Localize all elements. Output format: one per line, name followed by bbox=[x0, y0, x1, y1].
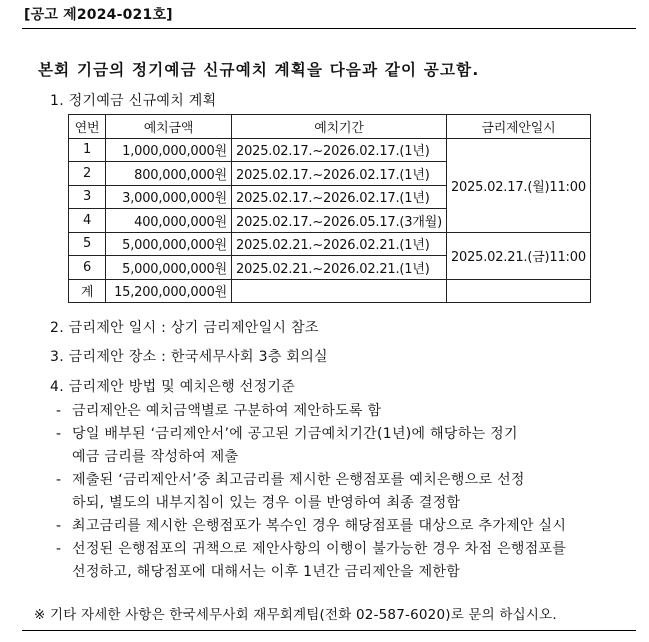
header-amount: 예치금액 bbox=[106, 115, 232, 139]
row-period: 2025.02.17.~2026.02.17.(1년) bbox=[232, 185, 447, 209]
header-proposal-date: 금리제안일시 bbox=[446, 115, 590, 139]
row-serial: 3 bbox=[69, 185, 106, 209]
total-period-empty bbox=[232, 279, 447, 303]
section-2-title: 2. 금리제안 일시 : 상기 금리제안일시 참조 bbox=[50, 320, 319, 336]
table-header-row bbox=[69, 115, 591, 139]
row-serial: 4 bbox=[69, 209, 106, 233]
list-item bbox=[56, 423, 566, 469]
bullet-dash: - bbox=[56, 426, 62, 442]
criteria-line: 하되, 별도의 내부지침이 있는 경우 이를 반영하여 최종 결정함 bbox=[72, 495, 461, 511]
row-period: 2025.02.21.~2026.02.21.(1년) bbox=[232, 232, 447, 256]
row-serial: 5 bbox=[69, 232, 106, 256]
row-period: 2025.02.21.~2026.02.21.(1년) bbox=[232, 256, 447, 280]
header-serial: 연번 bbox=[69, 115, 106, 139]
total-date-empty bbox=[446, 279, 590, 303]
row-amount: 400,000,000원 bbox=[106, 209, 232, 233]
bullet-dash: - bbox=[56, 518, 62, 534]
row-period: 2025.02.17.~2026.02.17.(1년) bbox=[232, 138, 447, 162]
row-period: 2025.02.17.~2026.05.17.(3개월) bbox=[232, 209, 447, 233]
bullet-dash: - bbox=[56, 541, 62, 557]
section-1-title: 1. 정기예금 신규예치 계획 bbox=[50, 93, 217, 109]
row-amount: 5,000,000,000원 bbox=[106, 256, 232, 280]
proposal-date-group-1: 2025.02.17.(월)11:00 bbox=[446, 138, 590, 232]
row-serial: 6 bbox=[69, 256, 106, 280]
list-item bbox=[56, 515, 566, 538]
bullet-dash: - bbox=[56, 472, 62, 488]
total-amount: 15,200,000,000원 bbox=[106, 279, 232, 303]
contact-footnote: ※ 기타 자세한 사항은 한국세무사회 재무회계팀(전화 02-587-6020)로 문의 하십시오. bbox=[34, 607, 557, 623]
selection-criteria-list bbox=[56, 400, 566, 584]
row-amount: 800,000,000원 bbox=[106, 162, 232, 186]
bottom-divider bbox=[22, 630, 636, 631]
table-row bbox=[69, 232, 591, 256]
criteria-line: 제출된 ‘금리제안서’중 최고금리를 제시한 은행점포를 예치은행으로 선정 bbox=[72, 472, 525, 488]
table-total-row bbox=[69, 279, 591, 303]
proposal-date-group-2: 2025.02.21.(금)11:00 bbox=[446, 232, 590, 279]
row-amount: 3,000,000,000원 bbox=[106, 185, 232, 209]
criteria-line: 선정하고, 해당점포에 대해서는 이후 1년간 금리제안을 제한함 bbox=[72, 564, 461, 580]
top-divider bbox=[22, 28, 636, 29]
criteria-line: 선정된 은행점포의 귀책으로 제안사항의 이행이 불가능한 경우 차점 은행점포를 bbox=[72, 541, 567, 557]
criteria-line: 예금 금리를 작성하여 제출 bbox=[72, 449, 239, 465]
bullet-dash: - bbox=[56, 403, 62, 419]
list-item bbox=[56, 469, 566, 515]
table-row bbox=[69, 138, 591, 162]
list-item bbox=[56, 538, 566, 584]
criteria-line: 금리제안은 예치금액별로 구분하여 제안하도록 함 bbox=[72, 403, 382, 419]
row-serial: 1 bbox=[69, 138, 106, 162]
deposit-plan-table bbox=[68, 114, 591, 303]
notice-number: [공고 제2024-021호] bbox=[24, 7, 173, 23]
criteria-line: 당일 배부된 ‘금리제안서’에 공고된 기금예치기간(1년)에 해당하는 정기 bbox=[72, 426, 518, 442]
total-label: 계 bbox=[69, 279, 106, 303]
list-item bbox=[56, 400, 566, 423]
row-period: 2025.02.17.~2026.02.17.(1년) bbox=[232, 162, 447, 186]
header-period: 예치기간 bbox=[232, 115, 447, 139]
section-4-title: 4. 금리제안 방법 및 예치은행 선정기준 bbox=[50, 379, 296, 395]
criteria-line: 최고금리를 제시한 은행점포가 복수인 경우 해당점포를 대상으로 추가제안 실시 bbox=[72, 518, 567, 534]
row-amount: 5,000,000,000원 bbox=[106, 232, 232, 256]
row-amount: 1,000,000,000원 bbox=[106, 138, 232, 162]
notice-headline: 본회 기금의 정기예금 신규예치 계획을 다음과 같이 공고함. bbox=[38, 61, 480, 79]
section-3-title: 3. 금리제안 장소 : 한국세무사회 3층 회의실 bbox=[50, 349, 328, 365]
row-serial: 2 bbox=[69, 162, 106, 186]
